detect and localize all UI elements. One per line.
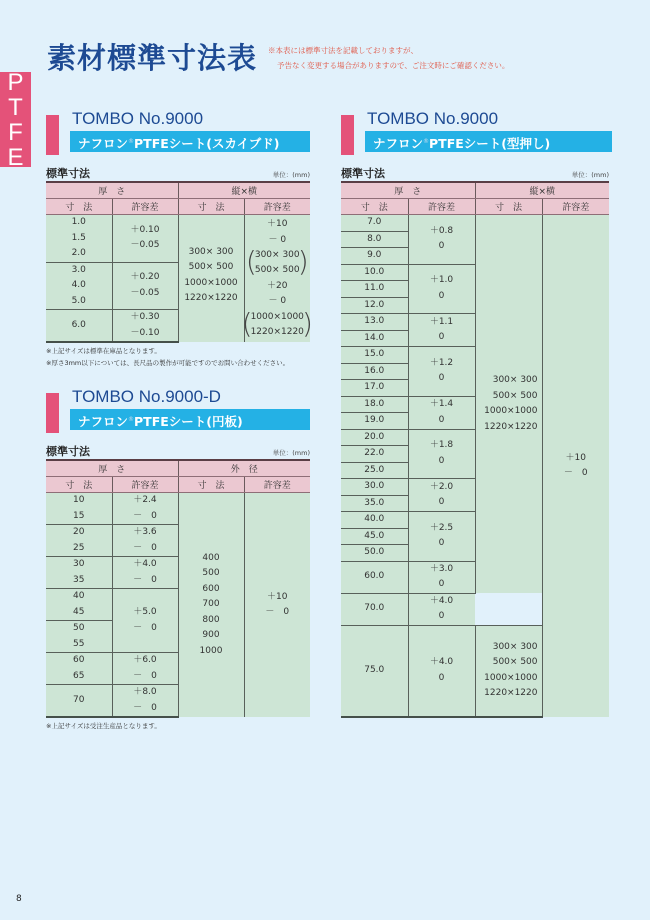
- table-row: [46, 460, 310, 477]
- applies-to-group: ( 1000×1000 1220×1220 ): [245, 310, 310, 340]
- unit-label: 単位：(mm): [571, 171, 609, 179]
- table-row: [46, 182, 310, 199]
- header-length-width: 縦×横: [475, 182, 609, 199]
- section-accent-bar: [46, 393, 59, 433]
- product-model: TOMBO No.9000: [72, 109, 204, 128]
- thickness-cell: 1.0 1.5 2.0: [46, 215, 112, 263]
- table-cell: 15.0: [341, 347, 408, 364]
- table-cell: 20: [46, 525, 112, 541]
- table-cell: 65: [46, 669, 112, 685]
- section-header: [46, 387, 310, 438]
- header-tolerance: 許容差: [244, 477, 310, 493]
- side-tab-letter: T: [8, 93, 23, 121]
- tolerance-cell: ＋4.0 0: [408, 593, 475, 625]
- section-accent-bar: [46, 115, 59, 155]
- sizes-cell: 300× 300 500× 500 1000×1000 1220×1220: [475, 215, 542, 594]
- header-tolerance: 許容差: [112, 199, 178, 215]
- table-row: [46, 477, 310, 493]
- section-molded: [341, 109, 609, 718]
- side-tab-letter: E: [7, 143, 24, 171]
- caption-standard-size: 標準寸法: [341, 167, 385, 180]
- molded-size-table: [341, 181, 609, 718]
- ptfe-side-tab: [0, 68, 31, 171]
- thickness-cell: 6.0: [46, 310, 112, 343]
- table-cell: 19.0: [341, 413, 408, 430]
- table-cell: 10: [46, 493, 112, 509]
- tolerance-cell: ＋2.5 0: [408, 512, 475, 562]
- table-cell: 35.0: [341, 495, 408, 512]
- header-tolerance: 許容差: [542, 199, 609, 215]
- header-tolerance: 許容差: [408, 199, 475, 215]
- table-cell: 60: [46, 653, 112, 669]
- size-tolerance-cell: ＋10 － 0: [542, 215, 609, 718]
- table-cell: 20.0: [341, 429, 408, 446]
- table-row: [46, 199, 310, 215]
- tolerance-cell: ＋0.10 －0.05: [112, 215, 178, 263]
- table-cell: 75.0: [341, 625, 408, 717]
- header-size: 寸 法: [341, 199, 408, 215]
- note: ※上記サイズは標準在庫品となります。: [46, 347, 161, 355]
- page-number: 8: [16, 894, 22, 904]
- table-cell: 11.0: [341, 281, 408, 298]
- tolerance-cell: ＋1.4 0: [408, 396, 475, 429]
- table-cell: 14.0: [341, 330, 408, 347]
- note: ※厚さ3mm以下については、長尺品の製作が可能ですのでお問い合わせください。: [46, 359, 290, 367]
- table-cell: 17.0: [341, 380, 408, 397]
- header-size: 寸 法: [475, 199, 542, 215]
- header-tolerance: 許容差: [244, 199, 310, 215]
- tolerance-cell: ＋0.8 0: [408, 215, 475, 265]
- table-cell: － 0: [112, 669, 178, 685]
- table-cell: 7.0: [341, 215, 408, 232]
- header-thickness: 厚 さ: [46, 460, 178, 477]
- table-cell: ＋6.0: [112, 653, 178, 669]
- disc-size-table: [46, 459, 310, 718]
- table-cell: 30: [46, 557, 112, 573]
- note: ※上記サイズは受注生産品となります。: [46, 722, 161, 730]
- tolerance-cell: ＋1.0 0: [408, 264, 475, 314]
- table-cell: 25: [46, 541, 112, 557]
- tolerance-cell: ＋5.0 － 0: [112, 589, 178, 653]
- section-skived: [46, 109, 310, 369]
- table-cell: 12.0: [341, 297, 408, 314]
- table-caption: [341, 164, 609, 181]
- unit-label: 単位：(mm): [272, 449, 310, 457]
- size-tolerance-cell: ＋10 － 0 ( 300× 300 500× 500 ) ＋20 － 0 ( 1000×1000 1220×1220 ): [244, 215, 310, 343]
- section-disc: [46, 387, 310, 732]
- page-title: 素材標準寸法表: [47, 41, 258, 75]
- diameter-tolerance-cell: ＋10 － 0: [244, 493, 310, 718]
- header-size: 寸 法: [46, 199, 112, 215]
- table-cell: ＋8.0 － 0: [112, 685, 178, 718]
- product-model: TOMBO No.9000-D: [72, 387, 221, 406]
- header-size: 寸 法: [46, 477, 112, 493]
- table-cell: 30.0: [341, 479, 408, 496]
- caption-standard-size: 標準寸法: [46, 167, 90, 180]
- tolerance-cell: ＋0.20 －0.05: [112, 262, 178, 310]
- title-note: [268, 43, 509, 73]
- table-cell: 45: [46, 605, 112, 621]
- table-cell: 16.0: [341, 363, 408, 380]
- table-cell: － 0: [112, 573, 178, 589]
- unit-label: 単位：(mm): [272, 171, 310, 179]
- tolerance-cell: ＋3.0 0: [408, 561, 475, 593]
- table-cell: 15: [46, 509, 112, 525]
- table-cell: 25.0: [341, 462, 408, 479]
- table-cell: 70.0: [341, 593, 408, 625]
- header-thickness: 厚 さ: [341, 182, 475, 199]
- side-tab-letter: F: [8, 118, 23, 146]
- side-tab-letter: P: [7, 68, 24, 96]
- caption-standard-size: 標準寸法: [46, 445, 90, 458]
- skived-size-table: [46, 181, 310, 343]
- tolerance-cell: ＋1.1 0: [408, 314, 475, 347]
- table-row: [341, 215, 609, 232]
- applies-to-group: ( 300× 300 500× 500 ): [249, 248, 306, 278]
- table-cell: 45.0: [341, 528, 408, 545]
- table-cell: 9.0: [341, 248, 408, 265]
- table-notes: [46, 720, 310, 732]
- sizes-cell: 300× 300 500× 500 1000×1000 1220×1220: [475, 625, 542, 717]
- table-cell: 60.0: [341, 561, 408, 593]
- table-cell: 13.0: [341, 314, 408, 331]
- table-row: [46, 493, 310, 509]
- registered-mark-icon: ®: [128, 138, 135, 145]
- tolerance-cell: ＋1.2 0: [408, 347, 475, 397]
- sizes-cell: 300× 300 500× 500 1000×1000 1220×1220: [178, 215, 244, 343]
- table-cell: 40: [46, 589, 112, 605]
- header-tolerance: 許容差: [112, 477, 178, 493]
- product-subtitle: ナフロン®PTFEシート(円板): [70, 409, 310, 430]
- header-thickness: 厚 さ: [46, 182, 178, 199]
- table-row: [46, 215, 310, 263]
- table-caption: [46, 164, 310, 181]
- section-header: [341, 109, 609, 160]
- table-row: [341, 199, 609, 215]
- registered-mark-icon: ®: [128, 416, 135, 423]
- tolerance-cell: ＋0.30 －0.10: [112, 310, 178, 343]
- title-note-line2: 予告なく変更する場合がありますので、ご注文時にご確認ください。: [277, 61, 510, 70]
- table-cell: ＋4.0: [112, 557, 178, 573]
- product-model: TOMBO No.9000: [367, 109, 499, 128]
- title-note-line1: ※本表には標準寸法を記載しておりますが、: [268, 46, 418, 55]
- product-subtitle: ナフロン®PTFEシート(型押し): [365, 131, 612, 152]
- section-accent-bar: [341, 115, 354, 155]
- table-cell: 55: [46, 637, 112, 653]
- table-notes: [46, 345, 310, 369]
- table-cell: 18.0: [341, 396, 408, 413]
- table-cell: 10.0: [341, 264, 408, 281]
- table-cell: 8.0: [341, 231, 408, 248]
- header-outer-diameter: 外 径: [178, 460, 310, 477]
- header-size: 寸 法: [178, 199, 244, 215]
- table-cell: 40.0: [341, 512, 408, 529]
- tolerance-cell: ＋2.0 0: [408, 479, 475, 512]
- tolerance-cell: ＋4.0 0: [408, 625, 475, 717]
- table-cell: 50.0: [341, 545, 408, 562]
- table-cell: － 0: [112, 509, 178, 525]
- diameters-cell: 400 500 600 700 800 900 1000: [178, 493, 244, 718]
- table-cell: ＋3.6: [112, 525, 178, 541]
- table-caption: [46, 442, 310, 459]
- table-cell: 35: [46, 573, 112, 589]
- thickness-cell: 3.0 4.0 5.0: [46, 262, 112, 310]
- registered-mark-icon: ®: [423, 138, 430, 145]
- table-cell: 50: [46, 621, 112, 637]
- tolerance-cell: ＋1.8 0: [408, 429, 475, 479]
- table-cell: 22.0: [341, 446, 408, 463]
- header-length-width: 縦×横: [178, 182, 310, 199]
- table-row: [341, 182, 609, 199]
- section-header: [46, 109, 310, 160]
- product-subtitle: ナフロン®PTFEシート(スカイブド): [70, 131, 310, 152]
- table-cell: － 0: [112, 541, 178, 557]
- table-cell: 70: [46, 685, 112, 718]
- header-size: 寸 法: [178, 477, 244, 493]
- table-cell: ＋2.4: [112, 493, 178, 509]
